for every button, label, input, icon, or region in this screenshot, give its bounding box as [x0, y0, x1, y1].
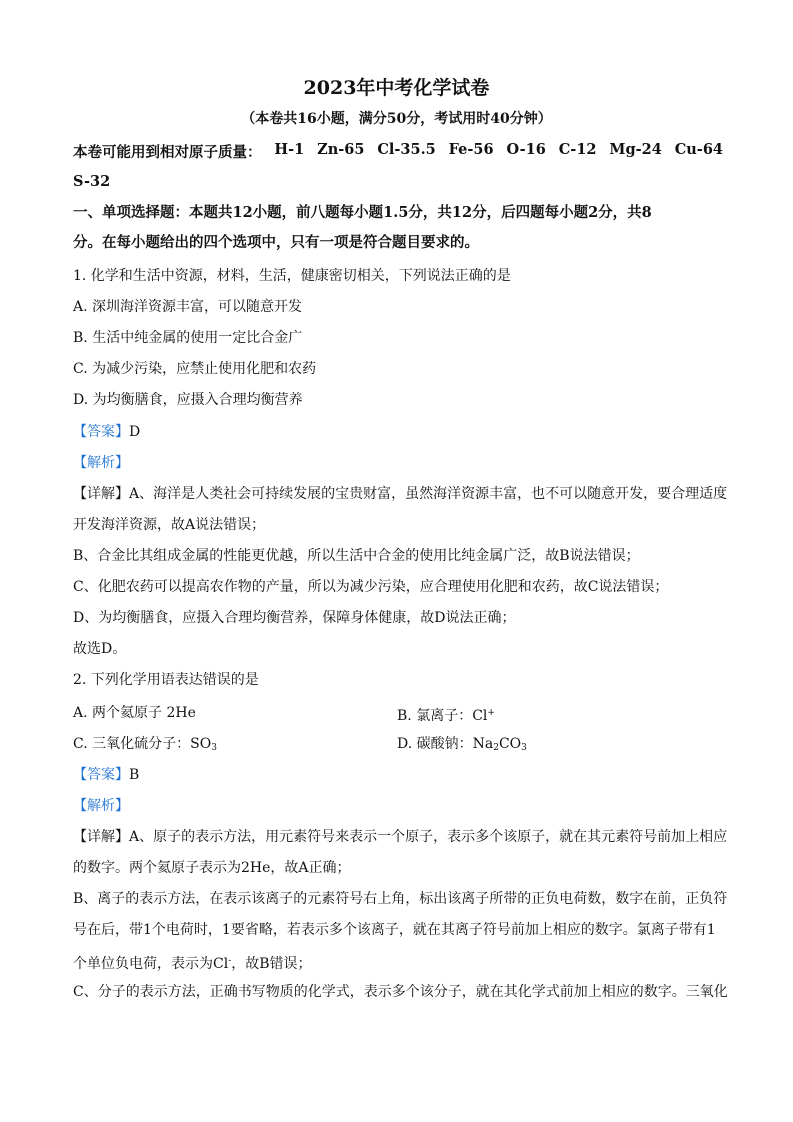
detail-text: A、海洋是人类社会可持续发展的宝贵财富，虽然海洋资源丰富，也不可以随意开发，要合理适度 — [129, 486, 728, 502]
atomic-mass-item: Zn-65 — [317, 141, 365, 158]
atomic-mass-label: 本卷可能用到相对原子质量： — [73, 144, 262, 161]
question-stem: 1. 化学和生活中资源，材料，生活，健康密切相关，下列说法正确的是 — [73, 268, 511, 284]
page-subtitle: （本卷共16小题，满分50分，考试用时40分钟） — [241, 111, 552, 127]
detail-text: C、化肥农药可以提高农作物的产量，所以为减少污染，应合理使用化肥和农药，故C说法错误； — [73, 579, 669, 595]
atomic-mass-item: Fe-56 — [448, 141, 494, 158]
option-a: A. 两个氦原子 2He — [73, 705, 196, 721]
option-d: D. 为均衡膳食，应摄入合理均衡营养 — [73, 392, 303, 408]
atomic-mass-item: H-1 — [274, 141, 305, 158]
analysis-tag: 【解析】 — [73, 798, 129, 814]
analysis-tag: 【解析】 — [73, 455, 129, 471]
detail-line: 个单位负电荷，表示为Cl-，故B错误； — [73, 956, 312, 972]
page-title: 2023年中考化学试卷 — [303, 77, 490, 99]
detail-text: B、合金比其组成金属的性能更优越，所以生活中合金的使用比纯金属广泛，故B说法错误； — [73, 548, 640, 564]
detail-text: 号在后，带1个电荷时，1要省略，若表示多个该离子，就在其离子符号前加上相应的数字。氯离子带有1 — [73, 922, 716, 938]
atomic-mass-item: Cl-35.5 — [377, 141, 436, 158]
analysis-line — [73, 797, 129, 815]
option-d: D. 碳酸钠：$Na_2CO_3$ — [397, 736, 527, 753]
atomic-mass-item: O-16 — [506, 141, 546, 158]
question-stem: 2. 下列化学用语表达错误的是 — [73, 672, 259, 688]
answer-tag: 【答案】 — [73, 424, 129, 440]
atomic-mass-line — [73, 141, 723, 162]
detail-tag: 【详解】 — [73, 486, 129, 502]
detail-text: 开发海洋资源，故A说法错误； — [73, 517, 266, 533]
detail-text: C、分子的表示方法，正确书写物质的化学式，表示多个该分子，就在其化学式前加上相应的数字。三氧化 — [73, 984, 728, 1000]
answer-value: B — [129, 767, 140, 783]
detail-tag: 【详解】 — [73, 829, 129, 845]
analysis-line — [73, 454, 129, 472]
option-a: A. 深圳海洋资源丰富，可以随意开发 — [73, 299, 303, 315]
atomic-mass-item: Mg-24 — [609, 141, 662, 158]
section-heading: 分。在每小题给出的四个选项中，只有一项是符合题目要求的。 — [73, 234, 479, 251]
detail-text: 的数字。两个氦原子表示为2He，故A正确； — [73, 860, 351, 876]
atomic-mass-item: S-32 — [73, 173, 111, 190]
detail-line — [73, 828, 727, 846]
atomic-mass-item: Cu-64 — [674, 141, 723, 158]
option-c: C. 三氧化硫分子：$SO_3$ — [73, 736, 217, 753]
detail-text: A、原子的表示方法，用元素符号来表示一个原子，表示多个该原子，就在其元素符号前加上相应 — [129, 829, 728, 845]
detail-line — [73, 485, 727, 503]
answer-tag: 【答案】 — [73, 767, 129, 783]
answer-value: D — [129, 424, 141, 440]
atomic-mass-item: C-12 — [558, 141, 597, 158]
detail-text: D、为均衡膳食，应摄入合理均衡营养，保障身体健康，故D说法正确； — [73, 610, 516, 626]
answer-line — [73, 766, 139, 784]
option-c: C. 为减少污染，应禁止使用化肥和农药 — [73, 361, 317, 377]
detail-text: 故选D。 — [73, 641, 127, 657]
answer-line — [73, 423, 140, 441]
option-b: B. 氯离子：Cl+ — [397, 708, 495, 724]
option-b: B. 生活中纯金属的使用一定比合金广 — [73, 330, 303, 346]
section-heading: 一、单项选择题：本题共12小题，前八题每小题1.5分，共12分，后四题每小题2分，共8 — [73, 204, 652, 221]
detail-text: B、离子的表示方法，在表示该离子的元素符号右上角，标出该离子所带的正负电荷数，数字在前，正负符 — [73, 891, 728, 907]
